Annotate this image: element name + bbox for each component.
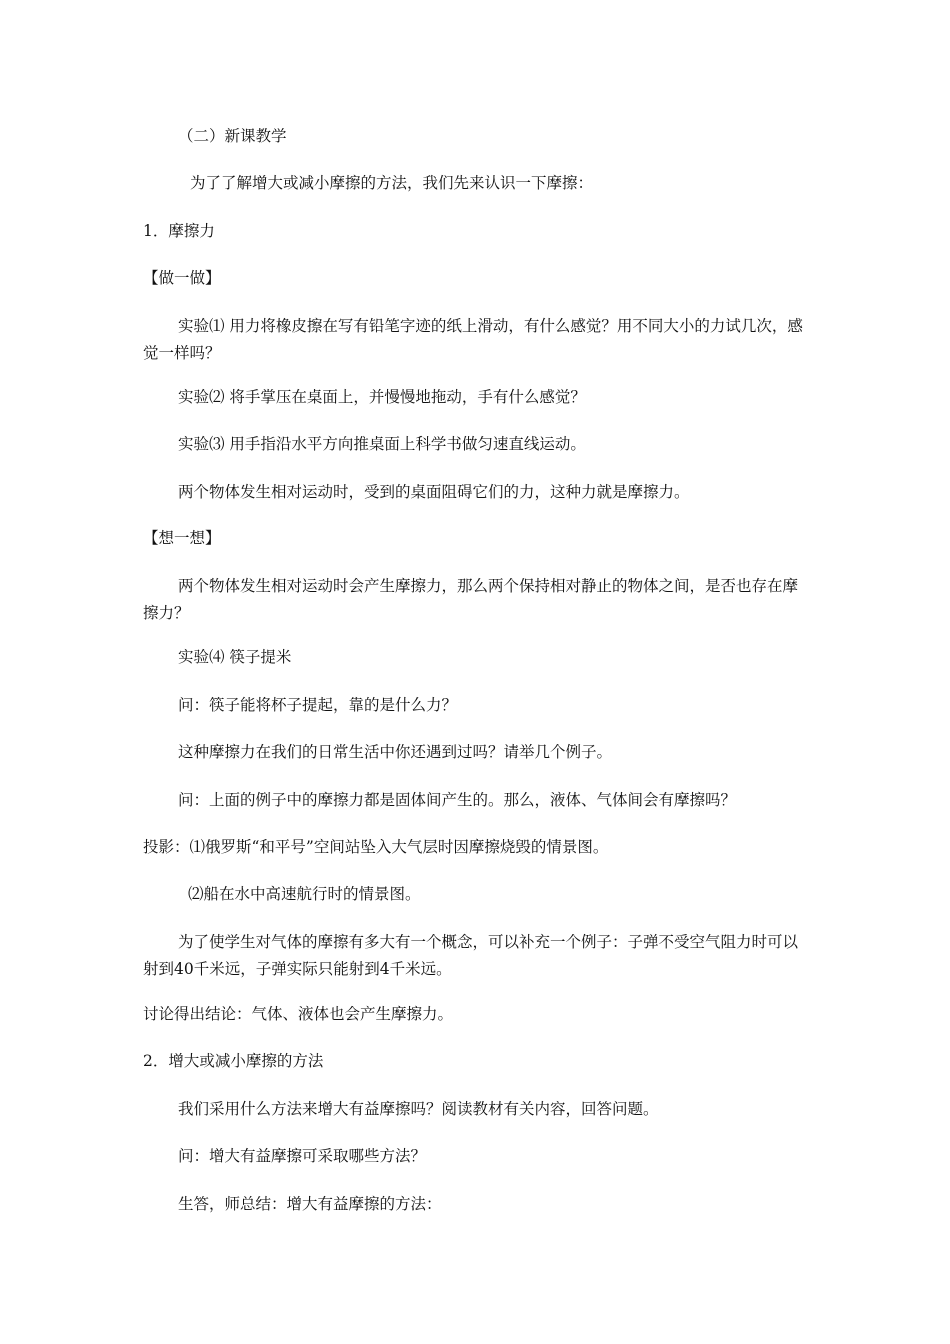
experiment-2-paragraph: 实验⑵ 将手掌压在桌面上，并慢慢地拖动，手有什么感觉？ [178, 388, 586, 406]
increase-friction-question: 问：增大有益摩擦可采取哪些方法？ [178, 1147, 427, 1165]
think-label: 【想一想】 [143, 529, 221, 547]
examples-prompt: 这种摩擦力在我们的日常生活中你还遇到过吗？请举几个例子。 [178, 743, 613, 761]
projection-item-1: 投影：⑴俄罗斯“和平号”空间站坠入大气层时因摩擦烧毁的情景图。 [143, 838, 609, 856]
liquid-gas-question: 问：上面的例子中的摩擦力都是固体间产生的。那么，液体、气体间会有摩擦吗？ [178, 791, 737, 809]
conclusion-paragraph: 讨论得出结论：气体、液体也会产生摩擦力。 [143, 1005, 454, 1023]
projection-item-2: ⑵船在水中高速航行时的情景图。 [188, 885, 421, 903]
section-heading: （二）新课教学 [178, 127, 287, 145]
increase-method-question: 我们采用什么方法来增大有益摩擦吗？阅读教材有关内容，回答问题。 [178, 1100, 659, 1118]
bullet-example-paragraph: 为了使学生对气体的摩擦有多大有一个概念，可以补充一个例子：子弹不受空气阻力时可以射到40千米远，子弹实际只能射到4千米远。 [143, 933, 799, 978]
think-question-paragraph: 两个物体发生相对运动时会产生摩擦力，那么两个保持相对静止的物体之间，是否也存在摩擦力？ [143, 577, 799, 622]
experiment-1-paragraph: 实验⑴ 用力将橡皮擦在写有铅笔字迹的纸上滑动，有什么感觉？用不同大小的力试几次，感觉一样吗？ [143, 317, 803, 362]
item-2-title: 2．增大或减小摩擦的方法 [143, 1052, 324, 1070]
experiment-3-paragraph: 实验⑶ 用手指沿水平方向推桌面上科学书做匀速直线运动。 [178, 435, 586, 453]
experiment-4-paragraph: 实验⑷ 筷子提米 [178, 648, 292, 666]
intro-paragraph: 为了了解增大或减小摩擦的方法，我们先来认识一下摩擦： [190, 174, 594, 192]
answer-summary: 生答，师总结：增大有益摩擦的方法： [178, 1195, 442, 1213]
do-it-label: 【做一做】 [143, 269, 221, 287]
item-1-title: 1．摩擦力 [143, 222, 215, 240]
chopsticks-question: 问：筷子能将杯子提起，靠的是什么力？ [178, 696, 458, 714]
friction-definition: 两个物体发生相对运动时，受到的桌面阻碍它们的力，这种力就是摩擦力。 [178, 483, 690, 501]
